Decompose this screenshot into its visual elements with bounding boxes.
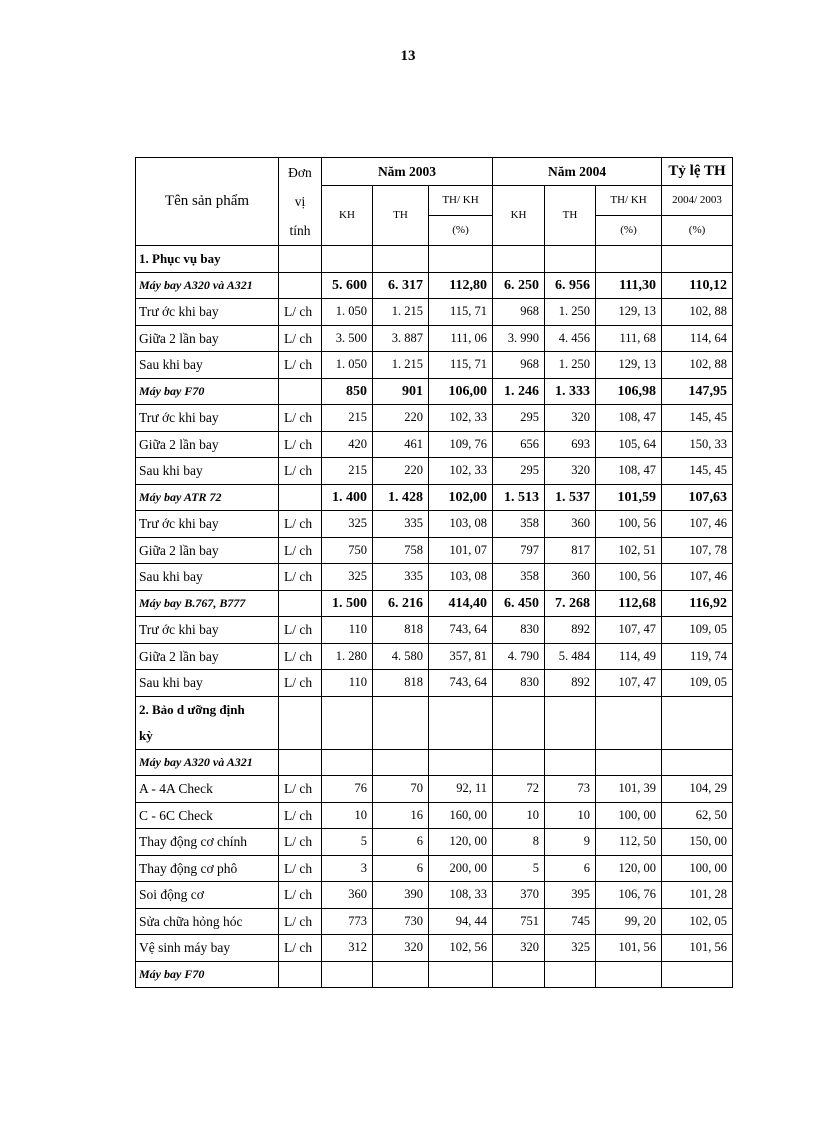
row-value: 5 (493, 855, 545, 882)
row-value: 320 (373, 935, 429, 962)
row-value: 1. 280 (322, 643, 373, 670)
row-value: 745 (545, 908, 596, 935)
row-value: 6 (545, 855, 596, 882)
row-value: 120, 00 (596, 855, 662, 882)
row-value: 111,30 (596, 272, 662, 299)
row-label: Giữa 2 lần bay (136, 643, 279, 670)
row-value: 108, 33 (429, 882, 493, 909)
row-value: 215 (322, 405, 373, 432)
row-value: 360 (545, 564, 596, 591)
row-value: 751 (493, 908, 545, 935)
row-value: 116,92 (662, 590, 733, 617)
row-label: 1. Phục vụ bay (136, 246, 279, 273)
row-unit (279, 246, 322, 273)
row-value: 360 (545, 511, 596, 538)
row-value: 107, 46 (662, 564, 733, 591)
table-row (136, 458, 733, 485)
row-value: 968 (493, 352, 545, 379)
row-value (662, 749, 733, 776)
row-value: 4. 456 (545, 325, 596, 352)
row-value: 5 (322, 829, 373, 856)
table-row (136, 272, 733, 299)
row-value: 109, 05 (662, 670, 733, 697)
header-ratio: Tỷ lệ TH (662, 158, 733, 186)
header-ratio-years: 2004/ 2003 (662, 186, 733, 216)
row-label: Giữa 2 lần bay (136, 537, 279, 564)
row-value: 901 (373, 378, 429, 405)
row-value: 390 (373, 882, 429, 909)
row-value: 70 (373, 776, 429, 803)
row-unit: L/ ch (279, 511, 322, 538)
row-value: 3. 990 (493, 325, 545, 352)
header-thkh-2004: TH/ KH (596, 186, 662, 216)
row-unit (279, 749, 322, 776)
header-kh-2004: KH (493, 186, 545, 246)
row-label: 2. Bảo d ưỡng định kỳ (136, 696, 279, 749)
row-label: Máy bay F70 (136, 378, 279, 405)
row-value: 1. 050 (322, 299, 373, 326)
table-row (136, 590, 733, 617)
row-unit: L/ ch (279, 908, 322, 935)
row-value: 5. 484 (545, 643, 596, 670)
row-value: 325 (545, 935, 596, 962)
row-value: 395 (545, 882, 596, 909)
row-value: 1. 400 (322, 484, 373, 511)
header-th-2004: TH (545, 186, 596, 246)
row-value: 112,68 (596, 590, 662, 617)
row-value: 100, 00 (596, 802, 662, 829)
row-value (662, 246, 733, 273)
row-value: 103, 08 (429, 511, 493, 538)
row-unit: L/ ch (279, 352, 322, 379)
row-value (373, 749, 429, 776)
row-value (662, 961, 733, 988)
row-value: 110,12 (662, 272, 733, 299)
row-value (429, 696, 493, 749)
table-row (136, 617, 733, 644)
row-label: Thay động cơ chính (136, 829, 279, 856)
row-value: 7. 268 (545, 590, 596, 617)
row-value: 1. 215 (373, 352, 429, 379)
row-value: 92, 11 (429, 776, 493, 803)
row-value: 101, 39 (596, 776, 662, 803)
table-row (136, 325, 733, 352)
row-value: 818 (373, 670, 429, 697)
table-row (136, 935, 733, 962)
row-label: Sau khi bay (136, 458, 279, 485)
row-value: 743, 64 (429, 670, 493, 697)
row-value: 1. 050 (322, 352, 373, 379)
row-value: 320 (545, 405, 596, 432)
row-value: 6. 317 (373, 272, 429, 299)
table-row (136, 882, 733, 909)
row-label: Sau khi bay (136, 670, 279, 697)
row-label: Máy bay F70 (136, 961, 279, 988)
table-row (136, 484, 733, 511)
row-value: 10 (493, 802, 545, 829)
row-value: 358 (493, 564, 545, 591)
row-value: 150, 33 (662, 431, 733, 458)
row-value: 111, 06 (429, 325, 493, 352)
row-value: 750 (322, 537, 373, 564)
row-value: 295 (493, 458, 545, 485)
row-value: 312 (322, 935, 373, 962)
row-value: 693 (545, 431, 596, 458)
row-value: 76 (322, 776, 373, 803)
row-value: 73 (545, 776, 596, 803)
row-unit: L/ ch (279, 670, 322, 697)
row-value: 103, 08 (429, 564, 493, 591)
row-value: 370 (493, 882, 545, 909)
row-unit: L/ ch (279, 458, 322, 485)
row-value: 325 (322, 511, 373, 538)
header-unit: Đơn vị tính (279, 158, 322, 246)
row-value: 106,00 (429, 378, 493, 405)
table-row (136, 431, 733, 458)
row-value: 102, 33 (429, 458, 493, 485)
row-unit (279, 696, 322, 749)
row-unit: L/ ch (279, 829, 322, 856)
row-unit (279, 590, 322, 617)
row-value (545, 696, 596, 749)
row-unit: L/ ch (279, 617, 322, 644)
table-row (136, 670, 733, 697)
table-row (136, 299, 733, 326)
row-unit: L/ ch (279, 299, 322, 326)
row-value: 1. 428 (373, 484, 429, 511)
header-product: Tên sản phẩm (136, 158, 279, 246)
row-value: 107, 47 (596, 670, 662, 697)
row-value: 1. 246 (493, 378, 545, 405)
row-value: 6 (373, 855, 429, 882)
row-unit (279, 961, 322, 988)
table-row (136, 776, 733, 803)
row-value: 108, 47 (596, 458, 662, 485)
table-row (136, 537, 733, 564)
row-unit: L/ ch (279, 405, 322, 432)
row-value (493, 749, 545, 776)
row-value (545, 246, 596, 273)
row-unit: L/ ch (279, 431, 322, 458)
header-pct-2004: (%) (596, 216, 662, 246)
row-unit: L/ ch (279, 802, 322, 829)
table-row (136, 643, 733, 670)
row-value: 295 (493, 405, 545, 432)
row-value: 892 (545, 617, 596, 644)
row-value: 109, 76 (429, 431, 493, 458)
row-label: Trư ớc khi bay (136, 405, 279, 432)
row-value: 335 (373, 511, 429, 538)
row-value: 6. 956 (545, 272, 596, 299)
row-value: 102, 33 (429, 405, 493, 432)
row-unit: L/ ch (279, 882, 322, 909)
row-value: 101, 56 (596, 935, 662, 962)
row-value: 797 (493, 537, 545, 564)
row-value: 1. 500 (322, 590, 373, 617)
row-value: 101,59 (596, 484, 662, 511)
header-kh-2003: KH (322, 186, 373, 246)
row-value: 1. 537 (545, 484, 596, 511)
page-number: 13 (400, 48, 416, 64)
row-label: A - 4A Check (136, 776, 279, 803)
row-value: 1. 250 (545, 352, 596, 379)
header-thkh-2003: TH/ KH (429, 186, 493, 216)
row-value: 3. 500 (322, 325, 373, 352)
row-value: 10 (322, 802, 373, 829)
row-value: 107, 78 (662, 537, 733, 564)
row-value: 325 (322, 564, 373, 591)
row-label: Máy bay A320 và A321 (136, 272, 279, 299)
row-value: 220 (373, 405, 429, 432)
row-value: 105, 64 (596, 431, 662, 458)
row-value: 817 (545, 537, 596, 564)
row-value: 100, 56 (596, 511, 662, 538)
row-value: 4. 790 (493, 643, 545, 670)
row-unit: L/ ch (279, 537, 322, 564)
row-value: 145, 45 (662, 458, 733, 485)
row-value (596, 749, 662, 776)
row-label: Máy bay B.767, B777 (136, 590, 279, 617)
row-value (429, 961, 493, 988)
row-value: 115, 71 (429, 352, 493, 379)
row-value: 892 (545, 670, 596, 697)
row-unit: L/ ch (279, 564, 322, 591)
row-value (322, 246, 373, 273)
row-unit: L/ ch (279, 935, 322, 962)
row-label: Giữa 2 lần bay (136, 431, 279, 458)
table-row (136, 961, 733, 988)
row-value: 6 (373, 829, 429, 856)
row-value (596, 696, 662, 749)
row-value: 16 (373, 802, 429, 829)
row-value (596, 246, 662, 273)
table-row (136, 405, 733, 432)
row-unit: L/ ch (279, 643, 322, 670)
row-label: Sau khi bay (136, 564, 279, 591)
row-value: 102,00 (429, 484, 493, 511)
row-value: 10 (545, 802, 596, 829)
row-value: 110 (322, 617, 373, 644)
row-value: 818 (373, 617, 429, 644)
header-year-2004: Năm 2004 (493, 158, 662, 186)
row-value: 968 (493, 299, 545, 326)
row-value: 102, 05 (662, 908, 733, 935)
table-row (136, 378, 733, 405)
row-value: 1. 215 (373, 299, 429, 326)
row-value (373, 961, 429, 988)
table-row (136, 908, 733, 935)
row-value (373, 696, 429, 749)
row-value (545, 961, 596, 988)
header-year-2003: Năm 2003 (322, 158, 493, 186)
row-value (322, 961, 373, 988)
row-value: 62, 50 (662, 802, 733, 829)
row-value: 9 (545, 829, 596, 856)
row-value: 104, 29 (662, 776, 733, 803)
row-value: 120, 00 (429, 829, 493, 856)
row-value (493, 961, 545, 988)
row-value: 320 (493, 935, 545, 962)
row-value: 119, 74 (662, 643, 733, 670)
row-value: 100, 00 (662, 855, 733, 882)
row-value: 72 (493, 776, 545, 803)
row-unit: L/ ch (279, 776, 322, 803)
row-value: 129, 13 (596, 299, 662, 326)
row-value: 8 (493, 829, 545, 856)
row-label: Soi động cơ (136, 882, 279, 909)
table-row (136, 829, 733, 856)
row-value: 730 (373, 908, 429, 935)
row-value: 102, 88 (662, 352, 733, 379)
header-th-2003: TH (373, 186, 429, 246)
row-value: 99, 20 (596, 908, 662, 935)
row-value: 111, 68 (596, 325, 662, 352)
row-value: 150, 00 (662, 829, 733, 856)
row-value (493, 696, 545, 749)
row-value: 110 (322, 670, 373, 697)
row-value: 160, 00 (429, 802, 493, 829)
table-row (136, 246, 733, 273)
row-value: 6. 216 (373, 590, 429, 617)
row-value: 129, 13 (596, 352, 662, 379)
row-value: 830 (493, 617, 545, 644)
row-value: 100, 56 (596, 564, 662, 591)
row-value (662, 696, 733, 749)
table-row (136, 564, 733, 591)
row-value: 850 (322, 378, 373, 405)
row-value: 420 (322, 431, 373, 458)
row-value: 758 (373, 537, 429, 564)
row-unit (279, 484, 322, 511)
row-value: 3. 887 (373, 325, 429, 352)
row-label: Trư ớc khi bay (136, 299, 279, 326)
row-value: 358 (493, 511, 545, 538)
row-value: 3 (322, 855, 373, 882)
table-row (136, 855, 733, 882)
row-value: 102, 56 (429, 935, 493, 962)
row-value: 107, 47 (596, 617, 662, 644)
row-unit (279, 378, 322, 405)
row-value: 101, 56 (662, 935, 733, 962)
row-value: 320 (545, 458, 596, 485)
row-value: 656 (493, 431, 545, 458)
row-value: 112,80 (429, 272, 493, 299)
production-table (135, 157, 733, 988)
row-value: 114, 64 (662, 325, 733, 352)
row-value: 145, 45 (662, 405, 733, 432)
row-value: 108, 47 (596, 405, 662, 432)
row-value: 360 (322, 882, 373, 909)
row-value: 101, 07 (429, 537, 493, 564)
row-value: 215 (322, 458, 373, 485)
row-value: 461 (373, 431, 429, 458)
table-row (136, 352, 733, 379)
row-value: 1. 513 (493, 484, 545, 511)
table-row (136, 802, 733, 829)
header-pct-2003: (%) (429, 216, 493, 246)
row-value: 109, 05 (662, 617, 733, 644)
row-value: 112, 50 (596, 829, 662, 856)
row-label: Trư ớc khi bay (136, 511, 279, 538)
row-value (373, 246, 429, 273)
row-label: Trư ớc khi bay (136, 617, 279, 644)
row-value: 773 (322, 908, 373, 935)
row-label: Máy bay A320 và A321 (136, 749, 279, 776)
row-value: 357, 81 (429, 643, 493, 670)
row-value: 102, 51 (596, 537, 662, 564)
table-row (136, 511, 733, 538)
row-value (493, 246, 545, 273)
row-value: 4. 580 (373, 643, 429, 670)
row-value: 101, 28 (662, 882, 733, 909)
row-label: Sau khi bay (136, 352, 279, 379)
row-value: 414,40 (429, 590, 493, 617)
row-value (322, 696, 373, 749)
row-value: 220 (373, 458, 429, 485)
row-label: Giữa 2 lần bay (136, 325, 279, 352)
table-row (136, 696, 733, 749)
row-value (545, 749, 596, 776)
row-value: 115, 71 (429, 299, 493, 326)
row-value: 147,95 (662, 378, 733, 405)
row-value: 102, 88 (662, 299, 733, 326)
row-label: Vệ sinh máy bay (136, 935, 279, 962)
row-value: 830 (493, 670, 545, 697)
table-row (136, 749, 733, 776)
row-value: 6. 250 (493, 272, 545, 299)
row-value: 106,98 (596, 378, 662, 405)
row-label: Sửa chữa hỏng hóc (136, 908, 279, 935)
row-unit: L/ ch (279, 855, 322, 882)
row-label: Máy bay ATR 72 (136, 484, 279, 511)
row-unit (279, 272, 322, 299)
row-value (596, 961, 662, 988)
row-value: 6. 450 (493, 590, 545, 617)
row-value: 107,63 (662, 484, 733, 511)
row-value: 743, 64 (429, 617, 493, 644)
row-value (322, 749, 373, 776)
header-pct-ratio: (%) (662, 216, 733, 246)
row-value (429, 246, 493, 273)
row-value: 200, 00 (429, 855, 493, 882)
row-value: 107, 46 (662, 511, 733, 538)
row-value: 1. 250 (545, 299, 596, 326)
row-label: Thay động cơ phô (136, 855, 279, 882)
row-label: C - 6C Check (136, 802, 279, 829)
row-value: 94, 44 (429, 908, 493, 935)
row-value: 1. 333 (545, 378, 596, 405)
row-value: 114, 49 (596, 643, 662, 670)
row-unit: L/ ch (279, 325, 322, 352)
row-value: 335 (373, 564, 429, 591)
row-value (429, 749, 493, 776)
row-value: 106, 76 (596, 882, 662, 909)
row-value: 5. 600 (322, 272, 373, 299)
